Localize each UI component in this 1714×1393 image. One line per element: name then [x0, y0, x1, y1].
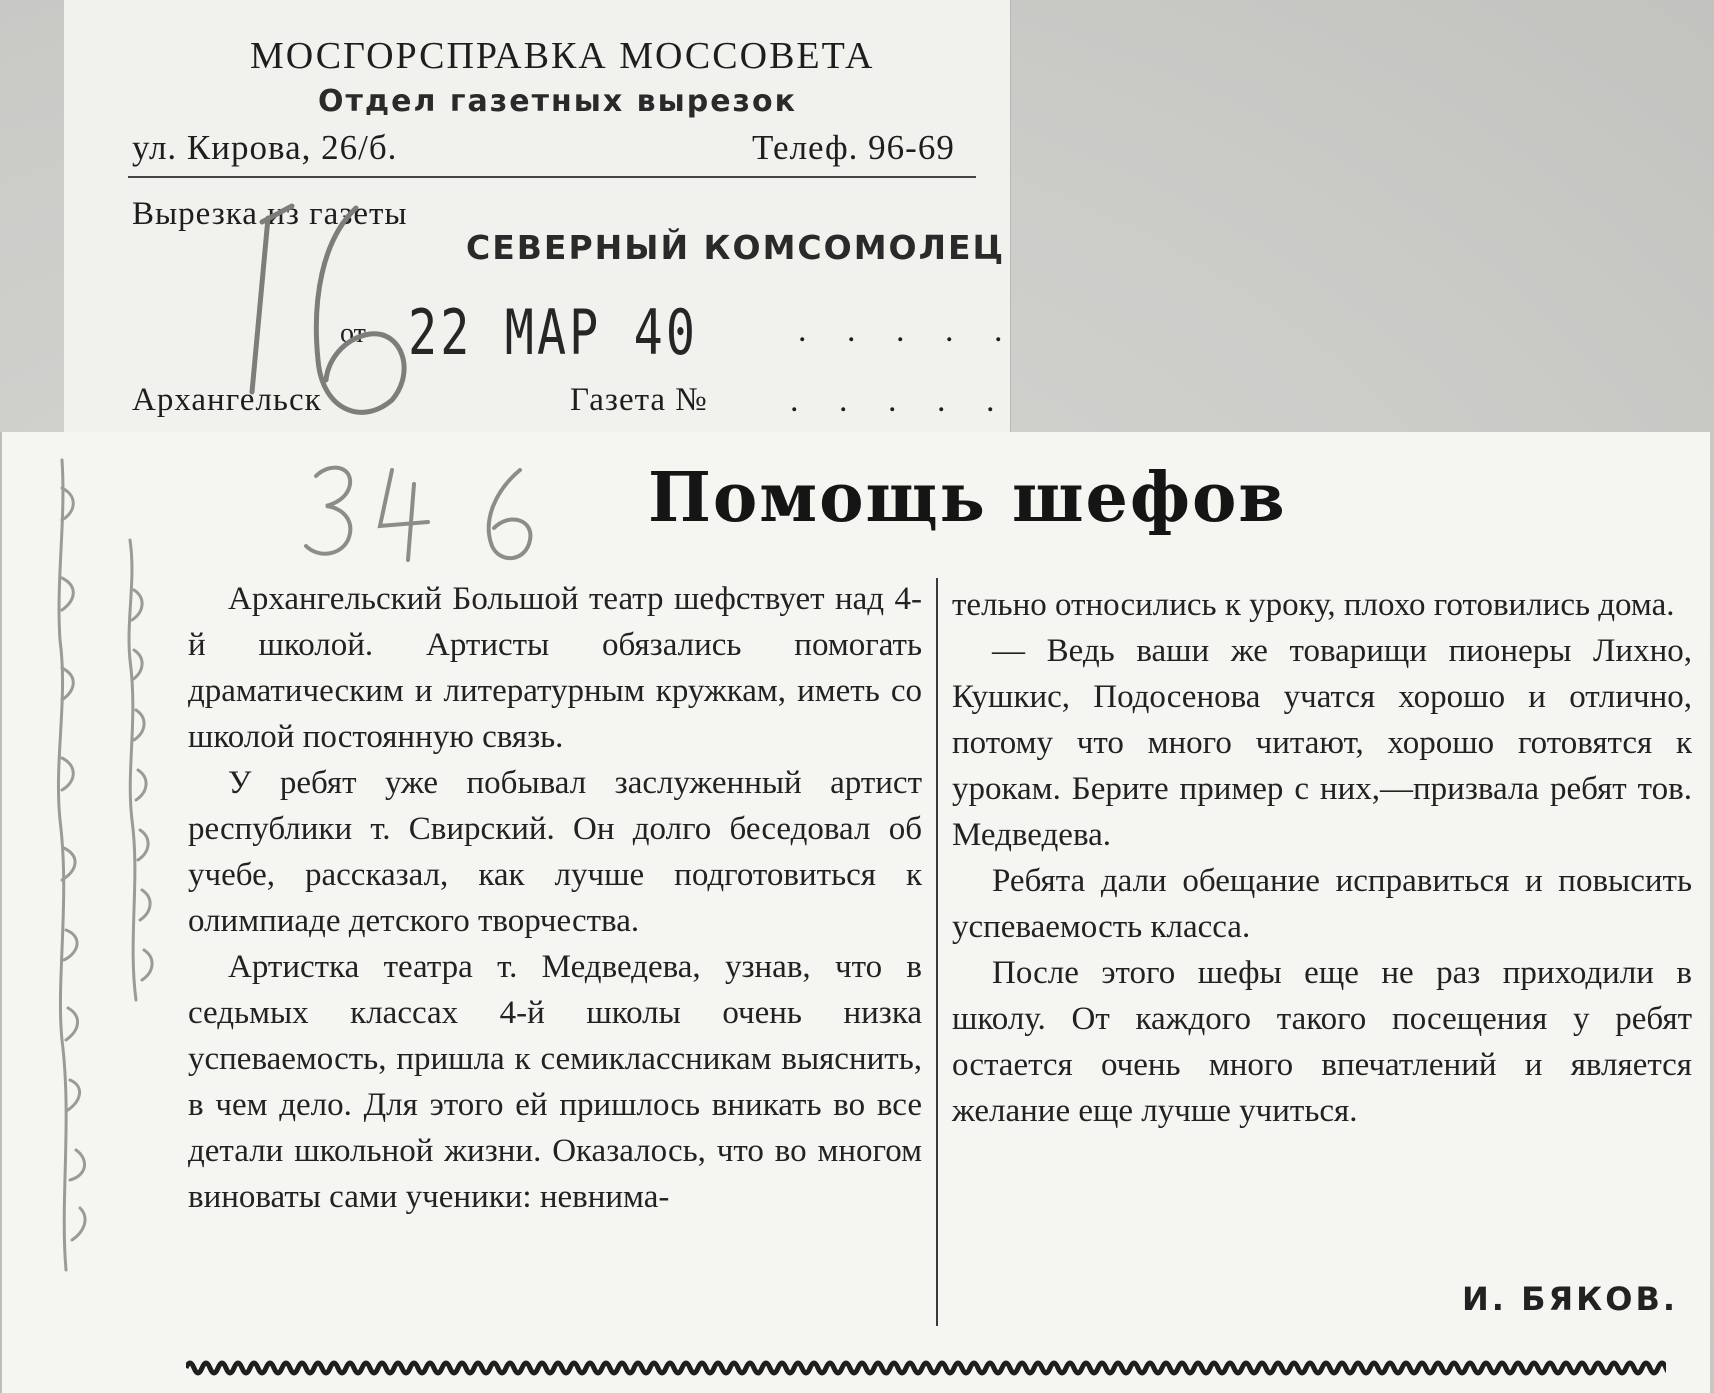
- date-prefix: от: [340, 318, 366, 349]
- bureau-name: МОСГОРСПРАВКА МОССОВЕТА: [250, 35, 875, 77]
- clipping-from-label: Вырезка из газеты: [132, 196, 408, 232]
- article-paragraph-continuation: тельно относились к уроку, плохо готовились дома.: [952, 587, 1675, 623]
- column-divider: [936, 578, 938, 1326]
- article-paragraph: Артистка театра т. Медведева, узнав, что в седьмых классах 4-й школы очень низка успеваемость, пришла к семиклассникам выяснить, в чем дело. Для этого ей пришлось вникать во все детали школьной жизни. Оказалось, что во многом виноваты сами ученики: невнима-: [188, 949, 922, 1215]
- date-dots: . . . . .: [798, 312, 1019, 349]
- wavy-rule-ornament: [186, 1356, 1666, 1380]
- article-paragraph: — Ведь ваши же товарищи пионеры Лихно, Кушкис, Подосенова учатся хорошо и отлично, потому что много читают, хорошо готовятся к урокам. Берите пример с них,—призвала ребят тов. Медведева.: [952, 633, 1692, 853]
- issue-dots: . . . . .: [790, 382, 1011, 419]
- article-left-column: [188, 576, 922, 1220]
- article-right-column: [952, 582, 1692, 1134]
- article-paragraph: Архангельский Большой театр шефствует над 4-й школой. Артисты обязались помогать драматическим и литературным кружкам, иметь со школой постоянную связь.: [188, 581, 922, 755]
- department-name: Отдел газетных вырезок: [318, 84, 797, 119]
- article-author: И. БЯКОВ.: [1462, 1280, 1679, 1318]
- handwritten-numeral-16: [252, 206, 404, 412]
- date-stamp: 22 МАР 40: [408, 296, 699, 369]
- handwritten-numeral-346: [306, 468, 530, 560]
- article-paragraph: После этого шефы еще не раз приходили в школу. От каждого такого посещения у ребят остается очень много впечатлений и является желание еще лучше учиться.: [952, 955, 1692, 1129]
- bureau-phone: Телеф. 96-69: [752, 128, 955, 167]
- city-label: Архангельск: [132, 382, 322, 418]
- newspaper-name: СЕВЕРНЫЙ КОМСОМОЛЕЦ: [466, 228, 1006, 267]
- bureau-address: ул. Кирова, 26/б.: [132, 128, 398, 167]
- issue-number-label: Газета №: [570, 382, 708, 418]
- article-paragraph: Ребята дали обещание исправиться и повысить успеваемость класса.: [952, 863, 1692, 945]
- article-paragraph: У ребят уже побывал заслуженный артист республики т. Свирский. Он долго беседовал об учебе, рассказал, как лучше подготовиться к олимпиаде детского творчества.: [188, 765, 922, 939]
- article-headline: Помощь шефов: [648, 458, 1287, 538]
- handwritten-margin-note: [58, 460, 152, 1270]
